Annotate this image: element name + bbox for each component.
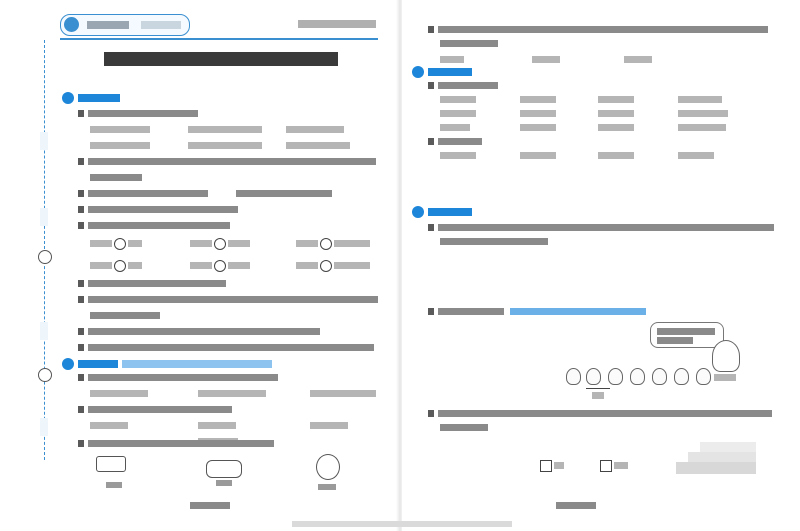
section-2-note bbox=[122, 360, 272, 368]
fill-item bbox=[188, 142, 262, 149]
question-text bbox=[88, 280, 226, 287]
question-text bbox=[88, 222, 230, 229]
question-number bbox=[428, 138, 434, 145]
answer-checkbox[interactable] bbox=[540, 460, 552, 472]
tree-icon bbox=[630, 368, 645, 385]
choice-option[interactable] bbox=[532, 56, 560, 63]
compare-item bbox=[228, 262, 250, 269]
question-text bbox=[440, 238, 548, 245]
compare-circle[interactable] bbox=[114, 238, 126, 250]
tree-icon bbox=[586, 368, 601, 385]
water-gun-icon bbox=[96, 456, 126, 472]
tree-icon bbox=[652, 368, 667, 385]
compare-item bbox=[128, 240, 142, 247]
fill-item bbox=[188, 126, 262, 133]
choice-option[interactable] bbox=[90, 390, 148, 397]
left-page bbox=[0, 0, 398, 531]
section-icon bbox=[412, 206, 424, 218]
calc-item bbox=[678, 152, 714, 159]
section-3-title bbox=[428, 68, 472, 76]
toy-price bbox=[216, 480, 232, 486]
fill-item bbox=[286, 142, 350, 149]
compare-circle[interactable] bbox=[214, 238, 226, 250]
question-text bbox=[88, 110, 198, 117]
tree-icon bbox=[608, 368, 623, 385]
compare-circle[interactable] bbox=[114, 260, 126, 272]
calc-item bbox=[678, 110, 728, 117]
calc-item bbox=[440, 124, 470, 131]
toy-price bbox=[318, 484, 336, 490]
binding-hole bbox=[38, 368, 52, 382]
question-text bbox=[90, 174, 142, 181]
calc-item bbox=[598, 110, 634, 117]
question-text bbox=[88, 440, 274, 447]
question-text bbox=[440, 40, 498, 47]
page-title bbox=[104, 52, 338, 66]
question-text bbox=[88, 296, 378, 303]
question-text bbox=[90, 312, 160, 319]
binding-label bbox=[40, 418, 48, 436]
choice-option[interactable] bbox=[310, 422, 348, 429]
question-text bbox=[88, 344, 374, 351]
question-number bbox=[78, 296, 84, 303]
section-3-header bbox=[412, 66, 482, 78]
section-icon bbox=[412, 66, 424, 78]
answer-checkbox[interactable] bbox=[600, 460, 612, 472]
calc-item bbox=[520, 96, 556, 103]
question-number bbox=[428, 410, 434, 417]
checkbox-label bbox=[554, 462, 564, 469]
question-text bbox=[88, 158, 376, 165]
tree-icon bbox=[696, 368, 711, 385]
compare-item bbox=[228, 240, 250, 247]
compare-circle[interactable] bbox=[320, 238, 332, 250]
teddy-bear-icon bbox=[316, 454, 340, 480]
compare-item bbox=[334, 262, 370, 269]
question-number bbox=[78, 280, 84, 287]
question-number bbox=[78, 158, 84, 165]
question-number bbox=[428, 82, 434, 89]
compare-item bbox=[190, 240, 212, 247]
question-number bbox=[78, 110, 84, 117]
fill-item bbox=[90, 142, 150, 149]
question-number bbox=[78, 206, 84, 213]
header-badge-text bbox=[87, 21, 129, 29]
choice-option[interactable] bbox=[198, 390, 266, 397]
choice-option[interactable] bbox=[624, 56, 652, 63]
stairs-icon bbox=[676, 436, 756, 474]
toy-car-icon bbox=[206, 460, 242, 478]
question-number bbox=[78, 222, 84, 229]
compare-item bbox=[190, 262, 212, 269]
distance-marker bbox=[586, 388, 610, 389]
compare-circle[interactable] bbox=[214, 260, 226, 272]
character-name bbox=[714, 374, 736, 381]
question-number bbox=[78, 374, 84, 381]
section-1-header bbox=[62, 92, 162, 104]
calc-item bbox=[520, 152, 556, 159]
logo-icon bbox=[64, 17, 79, 32]
compare-item bbox=[296, 262, 318, 269]
page-number-left bbox=[190, 502, 230, 509]
calc-item bbox=[440, 152, 476, 159]
question-text bbox=[88, 190, 208, 197]
calc-item bbox=[440, 110, 476, 117]
question-number bbox=[428, 26, 434, 33]
speech-text bbox=[657, 337, 693, 344]
toy-price bbox=[106, 482, 122, 488]
speech-bubble bbox=[650, 322, 724, 348]
binding-label bbox=[40, 208, 48, 226]
distance-label bbox=[592, 392, 604, 399]
question-number bbox=[78, 328, 84, 335]
girl-icon bbox=[712, 340, 740, 372]
speech-text bbox=[657, 328, 715, 335]
choice-option[interactable] bbox=[310, 390, 376, 397]
binding-label bbox=[40, 132, 48, 150]
question-number bbox=[78, 440, 84, 447]
section-1-title bbox=[78, 94, 120, 102]
compare-item bbox=[296, 240, 318, 247]
header-badge bbox=[60, 14, 190, 36]
calc-item bbox=[440, 96, 476, 103]
compare-circle[interactable] bbox=[320, 260, 332, 272]
question-text bbox=[438, 82, 498, 89]
calc-item bbox=[598, 96, 634, 103]
binding-hole bbox=[38, 250, 52, 264]
choice-option[interactable] bbox=[90, 422, 128, 429]
question-text bbox=[438, 138, 482, 145]
question-number bbox=[78, 344, 84, 351]
question-number bbox=[78, 406, 84, 413]
calc-item bbox=[598, 152, 634, 159]
section-icon bbox=[62, 92, 74, 104]
footnote bbox=[292, 521, 512, 527]
chevron-icon bbox=[141, 21, 181, 29]
question-text bbox=[438, 410, 772, 417]
compare-item bbox=[90, 262, 112, 269]
question-number bbox=[428, 224, 434, 231]
section-2-title bbox=[78, 360, 118, 368]
page-number-right bbox=[556, 502, 596, 509]
question-text bbox=[88, 374, 278, 381]
section-4-title bbox=[428, 208, 472, 216]
calc-item bbox=[520, 110, 556, 117]
question-text bbox=[438, 224, 774, 231]
compare-item bbox=[90, 240, 112, 247]
question-text bbox=[88, 328, 320, 335]
fill-item bbox=[90, 126, 150, 133]
binding-label bbox=[40, 322, 48, 340]
compare-item bbox=[128, 262, 142, 269]
choice-option[interactable] bbox=[198, 422, 236, 429]
checkbox-label bbox=[614, 462, 628, 469]
calc-item bbox=[678, 124, 726, 131]
compare-item bbox=[334, 240, 370, 247]
question-text bbox=[88, 406, 232, 413]
question-hint bbox=[510, 308, 646, 315]
question-text bbox=[236, 190, 332, 197]
tree-icon bbox=[674, 368, 689, 385]
header-rule bbox=[60, 38, 378, 40]
section-icon bbox=[62, 358, 74, 370]
calc-item bbox=[520, 124, 556, 131]
question-text bbox=[88, 206, 238, 213]
calc-item bbox=[678, 96, 722, 103]
fill-item bbox=[286, 126, 344, 133]
calc-item bbox=[598, 124, 634, 131]
question-text bbox=[438, 308, 504, 315]
question-text bbox=[438, 26, 768, 33]
grade-label bbox=[298, 20, 376, 28]
question-number bbox=[428, 308, 434, 315]
tree-icon bbox=[566, 368, 581, 385]
choice-option[interactable] bbox=[440, 56, 464, 63]
section-4-header bbox=[412, 206, 482, 218]
question-text bbox=[440, 424, 488, 431]
section-2-header bbox=[62, 358, 382, 370]
question-number bbox=[78, 190, 84, 197]
